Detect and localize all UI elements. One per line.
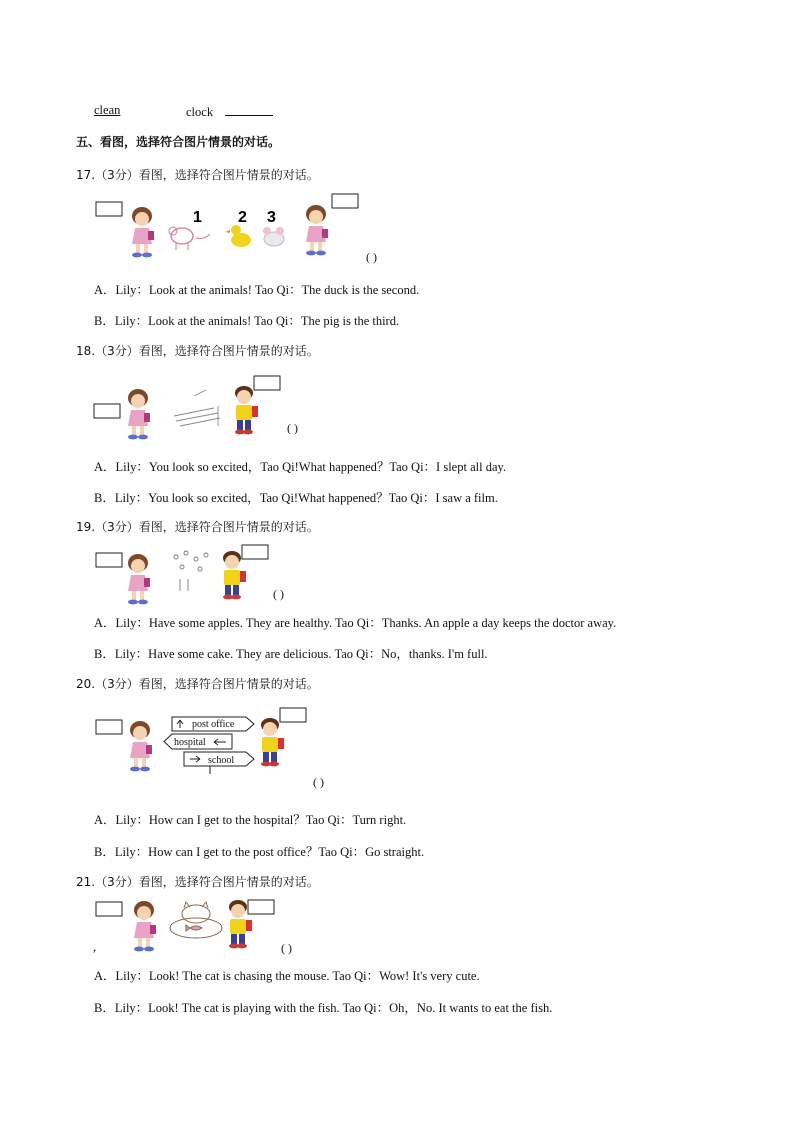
boy-tao-qi-icon [261, 718, 284, 766]
girl-lily-icon [128, 554, 150, 604]
cat-and-fishbowl-icon [170, 902, 222, 938]
cinema-scene-icon [174, 390, 220, 426]
q17-answer-paren[interactable]: ( ) [366, 250, 377, 264]
speech-bubble-icon [96, 720, 122, 734]
q17-picture [96, 194, 366, 264]
q19-answer-paren[interactable]: ( ) [273, 587, 284, 601]
number-label: 2 [238, 209, 247, 226]
girl-lily-icon [130, 721, 152, 771]
top-words-row-2 [186, 103, 273, 120]
answer-blank[interactable] [225, 103, 273, 116]
girl-lily-icon [132, 207, 154, 257]
q17-header: 17.（3分）看图，选择符合图片情景的对话。 [76, 168, 319, 182]
q21-header: 21.（3分）看图，选择符合图片情景的对话。 [76, 875, 319, 889]
girl-lily-icon [134, 901, 156, 951]
word-clean: clean [94, 103, 121, 117]
q18-option-a[interactable]: A．Lily：You look so excited，Tao Qi!What happened？Tao Qi：I slept all day. [94, 460, 507, 474]
q21-answer-paren[interactable]: ( ) [281, 941, 292, 955]
duck-icon [225, 225, 251, 247]
q20-option-b[interactable]: B．Lily：How can I get to the post office？Tao Qi：Go straight. [94, 845, 425, 859]
speech-bubble-icon [96, 553, 122, 567]
speech-bubble-icon [96, 902, 122, 916]
q21-option-a[interactable]: A．Lily：Look! The cat is chasing the mouse. Tao Qi：Wow! It's very cute. [94, 969, 480, 983]
section-title: 五、看图，选择符合图片情景的对话。 [76, 135, 281, 149]
signpost-icon [164, 717, 254, 774]
q20-answer-paren[interactable]: ( ) [313, 775, 324, 789]
speech-bubble-icon [254, 376, 280, 390]
q21-option-b[interactable]: B．Lily：Look! The cat is playing with the fish. Tao Qi：Oh，No. It wants to eat the fish. [94, 1001, 553, 1015]
sign-school: school [208, 755, 235, 766]
q18-option-b[interactable]: B．Lily：You look so excited，Tao Qi!What happened？Tao Qi：I saw a film. [94, 491, 498, 505]
q19-picture [96, 545, 276, 603]
girl-lily-icon [128, 389, 150, 439]
number-label: 1 [193, 209, 202, 226]
boy-tao-qi-icon [235, 386, 258, 434]
q18-picture [94, 376, 294, 436]
boy-tao-qi-icon [306, 205, 328, 255]
q19-option-b[interactable]: B．Lily：Have some cake. They are delicious. Tao Qi：No，thanks. I'm full. [94, 647, 488, 661]
word-clock: clock [186, 105, 214, 119]
top-words-row [94, 103, 120, 118]
q19-header: 19.（3分）看图，选择符合图片情景的对话。 [76, 520, 319, 534]
sign-hospital: hospital [174, 737, 206, 748]
q18-header: 18.（3分）看图，选择符合图片情景的对话。 [76, 344, 319, 358]
pig-icon [169, 227, 210, 250]
number-label: 3 [267, 209, 276, 226]
q20-option-a[interactable]: A．Lily：How can I get to the hospital？Tao Qi：Turn right. [94, 813, 407, 827]
speech-bubble-icon [332, 194, 358, 208]
q19-option-a[interactable]: A．Lily：Have some apples. They are healthy. Tao Qi：Thanks. An apple a day keeps the doctor away. [94, 616, 617, 630]
mouse-icon [263, 227, 284, 246]
q21-picture [96, 898, 276, 948]
speech-bubble-icon [242, 545, 268, 559]
q18-answer-paren[interactable]: ( ) [287, 421, 298, 435]
stray-mark: , [93, 940, 97, 954]
speech-bubble-icon [96, 202, 122, 216]
speech-bubble-icon [248, 900, 274, 914]
sign-post-office: post office [192, 719, 235, 730]
q20-picture [96, 708, 311, 770]
q17-option-a[interactable]: A．Lily：Look at the animals! Tao Qi：The duck is the second. [94, 283, 420, 297]
q17-option-b[interactable]: B．Lily：Look at the animals! Tao Qi：The pig is the third. [94, 314, 400, 328]
speech-bubble-icon [280, 708, 306, 722]
q20-header: 20.（3分）看图，选择符合图片情景的对话。 [76, 677, 319, 691]
food-table-icon [174, 551, 208, 591]
speech-bubble-icon [94, 404, 120, 418]
